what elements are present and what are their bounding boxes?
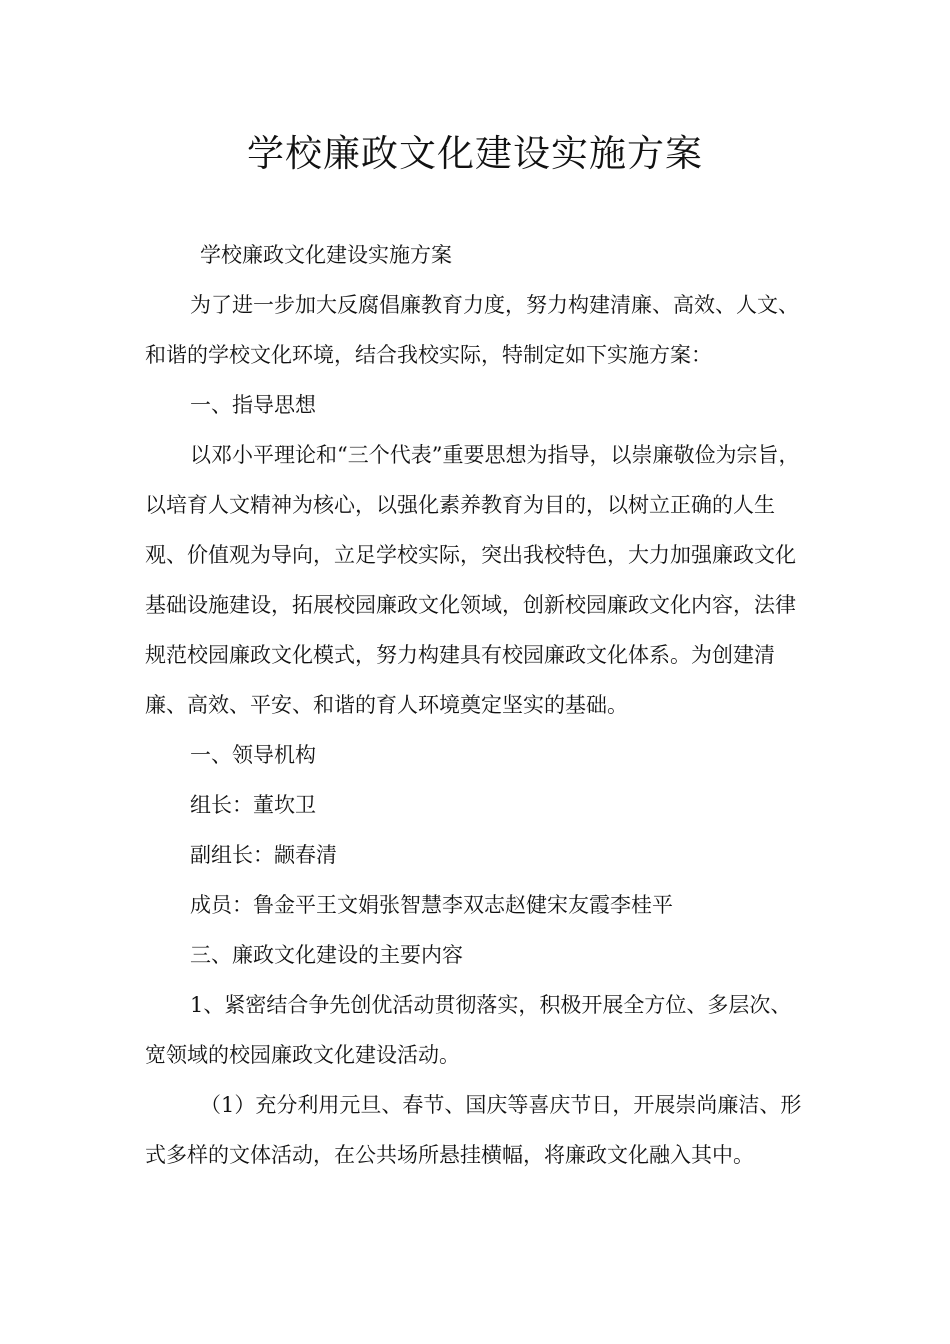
guiding-ideology-paragraph: 以邓小平理论和“三个代表”重要思想为指导，以崇廉敬俭为宗旨，以培育人文精神为核心，以强化素养教育为目的，以树立正确的人生观、价值观为导向，立足学校实际，突出我校特色，大力加强廉政文化基础设施建设，拓展校园廉政文化领域，创新校园廉政文化内容，法律规范校园廉政文化模式，努力构建具有校园廉政文化体系。为创建清廉、高效、平安、和谐的育人环境奠定坚实的基础。 (145, 443, 800, 717)
item-1-paragraph: 1、紧密结合争先创优活动贯彻落实，积极开展全方位、多层次、宽领域的校园廉政文化建设活动。 (145, 993, 792, 1067)
document-body (145, 230, 810, 1180)
members-line: 成员：鲁金平王文娟张智慧李双志赵健宋友霞李桂平 (190, 893, 673, 917)
item-1-sub-1-paragraph: （1）充分利用元旦、春节、国庆等喜庆节日，开展崇尚廉洁、形式多样的文体活动，在公共场所悬挂横幅，将廉政文化融入其中。 (145, 1093, 802, 1167)
document-title: 学校廉政文化建设实施方案 (247, 132, 703, 175)
section-heading-leadership: 一、领导机构 (190, 743, 316, 767)
section-heading-guiding-ideology: 一、指导思想 (190, 393, 316, 417)
subtitle: 学校廉政文化建设实施方案 (200, 243, 452, 267)
leader-line: 组长：董坎卫 (190, 793, 316, 817)
intro-paragraph: 为了进一步加大反腐倡廉教育力度，努力构建清廉、高效、人文、和谐的学校文化环境，结合我校实际，特制定如下实施方案： (145, 293, 799, 367)
section-heading-main-content: 三、廉政文化建设的主要内容 (190, 943, 463, 967)
deputy-leader-line: 副组长：颛春清 (190, 843, 337, 867)
